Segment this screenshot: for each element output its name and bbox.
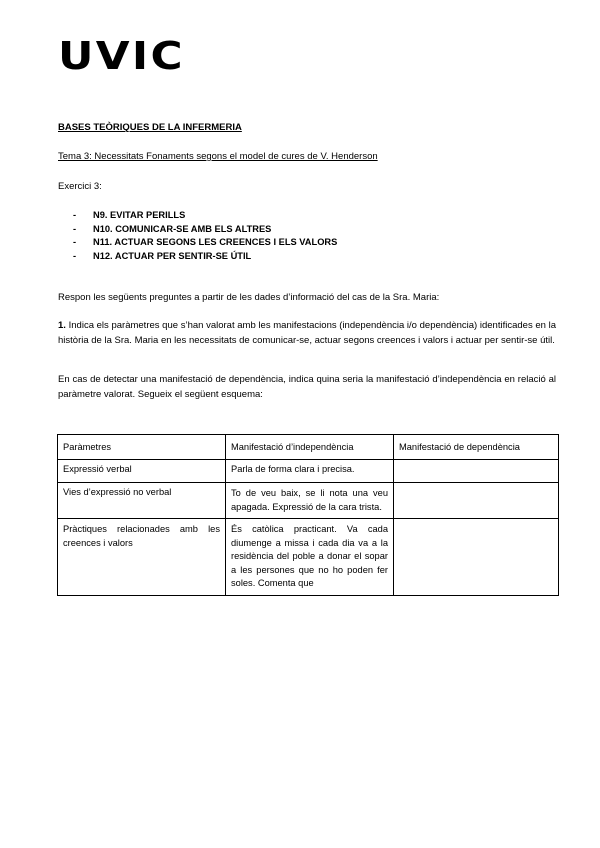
question-1 xyxy=(58,318,556,348)
table-cell: Pràctiques relacionades amb les creences i valors xyxy=(58,519,226,596)
table-cell xyxy=(394,460,559,483)
needs-list xyxy=(73,209,337,263)
header-parametres: Paràmetres xyxy=(58,435,226,460)
topic-title: Tema 3: Necessitats Fonaments segons el model de cures de V. Henderson xyxy=(58,151,378,162)
course-title: BASES TEÒRIQUES DE LA INFERMERIA xyxy=(58,122,242,133)
table-cell: Expressió verbal xyxy=(58,460,226,483)
table-row xyxy=(58,519,559,596)
header-dependencia: Manifestació de dependència xyxy=(394,435,559,460)
table-cell: Vies d’expressió no verbal xyxy=(58,483,226,519)
header-independencia: Manifestació d’independència xyxy=(226,435,394,460)
list-item: - N10. COMUNICAR-SE AMB ELS ALTRES xyxy=(73,223,272,234)
exercise-label: Exercici 3: xyxy=(58,181,102,192)
table-row xyxy=(58,483,559,519)
list-item: - N11. ACTUAR SEGONS LES CREENCES I ELS VALORS xyxy=(73,237,338,247)
table-cell xyxy=(394,483,559,519)
table-cell xyxy=(394,519,559,596)
list-item: - N12. ACTUAR PER SENTIR-SE ÚTIL xyxy=(73,250,252,261)
table-row xyxy=(58,460,559,483)
table-cell: Parla de forma clara i precisa. xyxy=(226,460,394,483)
uvic-logo: UVIC xyxy=(58,34,185,78)
table-cell: És catòlica practicant. Va cada diumenge a missa i cada dia va a la residència del poble a donar el sopar a les persones que no ho poden fer soles. Comenta que xyxy=(226,519,394,596)
question-number: 1. xyxy=(58,320,66,331)
question-text: Indica els paràmetres que s’han valorat amb les manifestacions (independència i/o dependència) identificades en la història de la Sra. Maria en les necessitats de comunicar-se, actuar segons creences i valors i actuar per sentir-se útil. xyxy=(58,320,556,346)
list-item: - N9. EVITAR PERILLS xyxy=(73,210,186,220)
intro-text: Respon les següents preguntes a partir de les dades d’informació del cas de la Sra. Maria: xyxy=(58,292,440,303)
table-header-row xyxy=(58,435,559,460)
instruction-text: En cas de detectar una manifestació de dependència, indica quina seria la manifestació d’independència en relació al paràmetre valorat. Segueix el següent esquema: xyxy=(58,374,556,400)
table-cell: To de veu baix, se li nota una veu apagada. Expressió de la cara trista. xyxy=(226,483,394,519)
assessment-table xyxy=(57,434,559,596)
